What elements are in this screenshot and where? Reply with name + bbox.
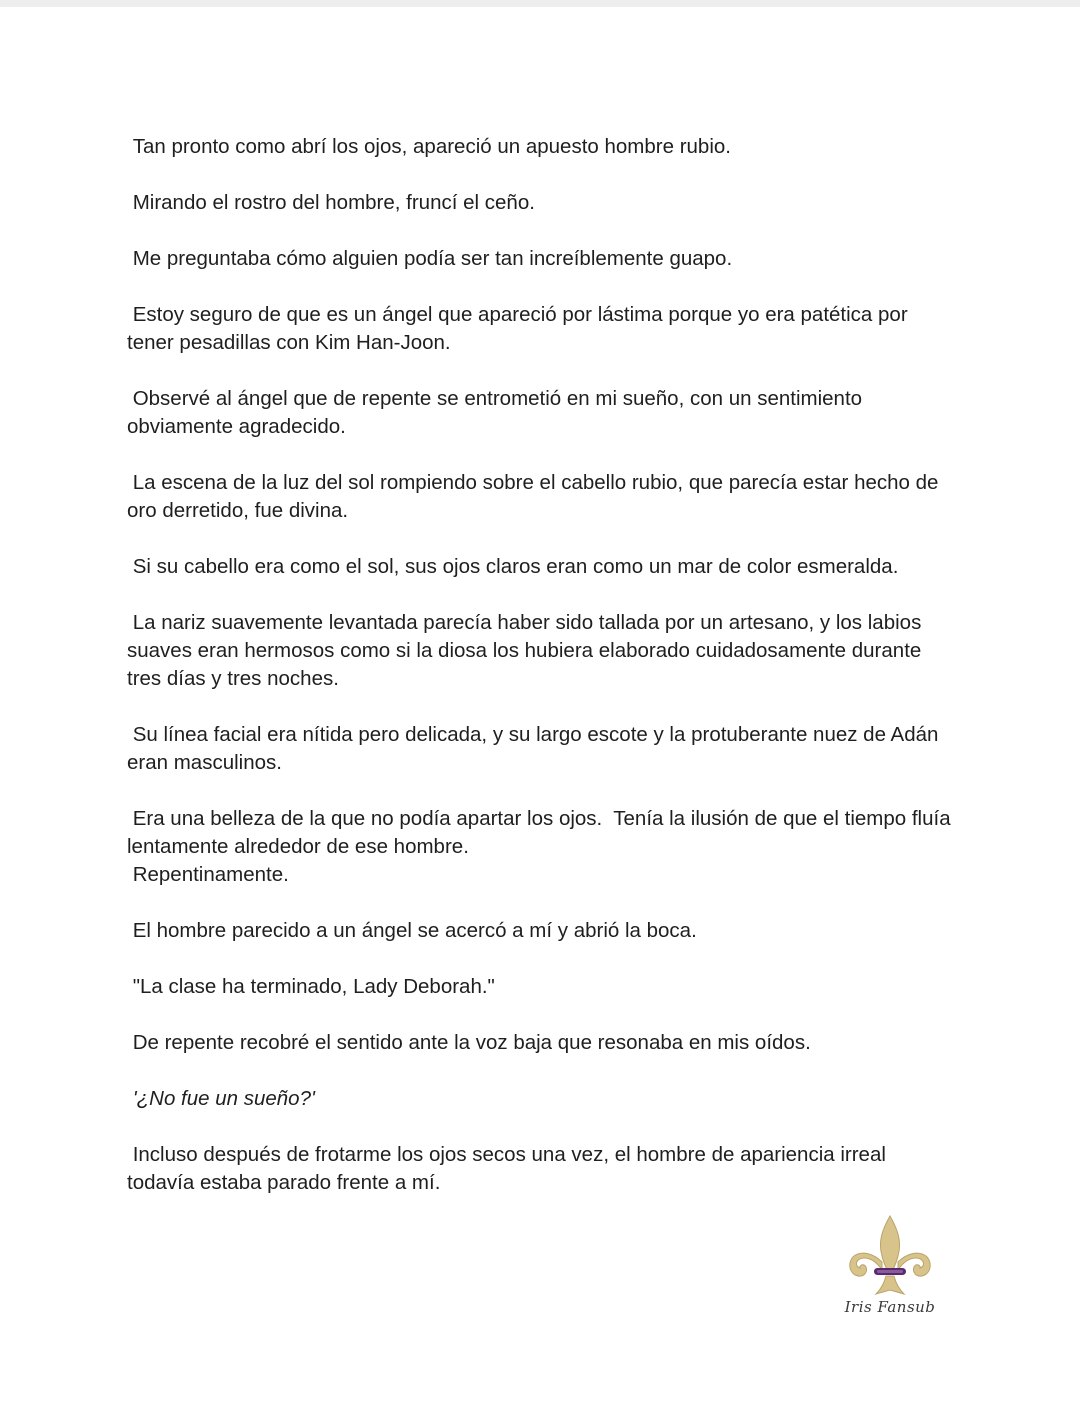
dialogue-line: "La clase ha terminado, Lady Deborah." — [127, 975, 495, 998]
paragraph: Mirando el rostro del hombre, fruncí el ceño. — [127, 191, 535, 214]
paragraph: Su línea facial era nítida pero delicada, y su largo escote y la protuberante nuez de Adán eran masculinos. — [127, 723, 945, 774]
paragraph: Repentinamente. — [127, 863, 289, 886]
paragraph: Era una belleza de la que no podía apartar los ojos. Tenía la ilusión de que el tiempo fluía lentamente alrededor de ese hombre. — [127, 807, 957, 858]
document-body — [127, 133, 957, 1225]
paragraph: De repente recobré el sentido ante la voz baja que resonaba en mis oídos. — [127, 1031, 811, 1054]
paragraph: Me preguntaba cómo alguien podía ser tan increíblemente guapo. — [127, 247, 733, 270]
paragraph: La escena de la luz del sol rompiendo sobre el cabello rubio, que parecía estar hecho de oro derretido, fue divina. — [127, 471, 945, 522]
paragraph: Incluso después de frotarme los ojos secos una vez, el hombre de apariencia irreal todavía estaba parado frente a mí. — [127, 1143, 892, 1194]
paragraph: El hombre parecido a un ángel se acercó a mí y abrió la boca. — [127, 919, 697, 942]
fleur-de-lis-icon — [844, 1212, 936, 1298]
paragraph: Si su cabello era como el sol, sus ojos claros eran como un mar de color esmeralda. — [127, 555, 899, 578]
iris-fansub-logo — [838, 1212, 942, 1324]
paragraph: La nariz suavemente levantada parecía haber sido tallada por un artesano, y los labios suaves eran hermosos como si la diosa los hubiera elaborado cuidadosamente durante tres días y tres noches. — [127, 611, 928, 690]
top-border — [0, 0, 1080, 7]
logo-text: Iris Fansub — [844, 1298, 936, 1316]
paragraph: Observé al ángel que de repente se entrometió en mi sueño, con un sentimiento obviamente agradecido. — [127, 387, 868, 438]
inner-thought: '¿No fue un sueño?' — [127, 1087, 315, 1110]
paragraph: Tan pronto como abrí los ojos, apareció un apuesto hombre rubio. — [127, 135, 731, 158]
paragraph: Estoy seguro de que es un ángel que apareció por lástima porque yo era patética por tener pesadillas con Kim Han-Joon. — [127, 303, 914, 354]
